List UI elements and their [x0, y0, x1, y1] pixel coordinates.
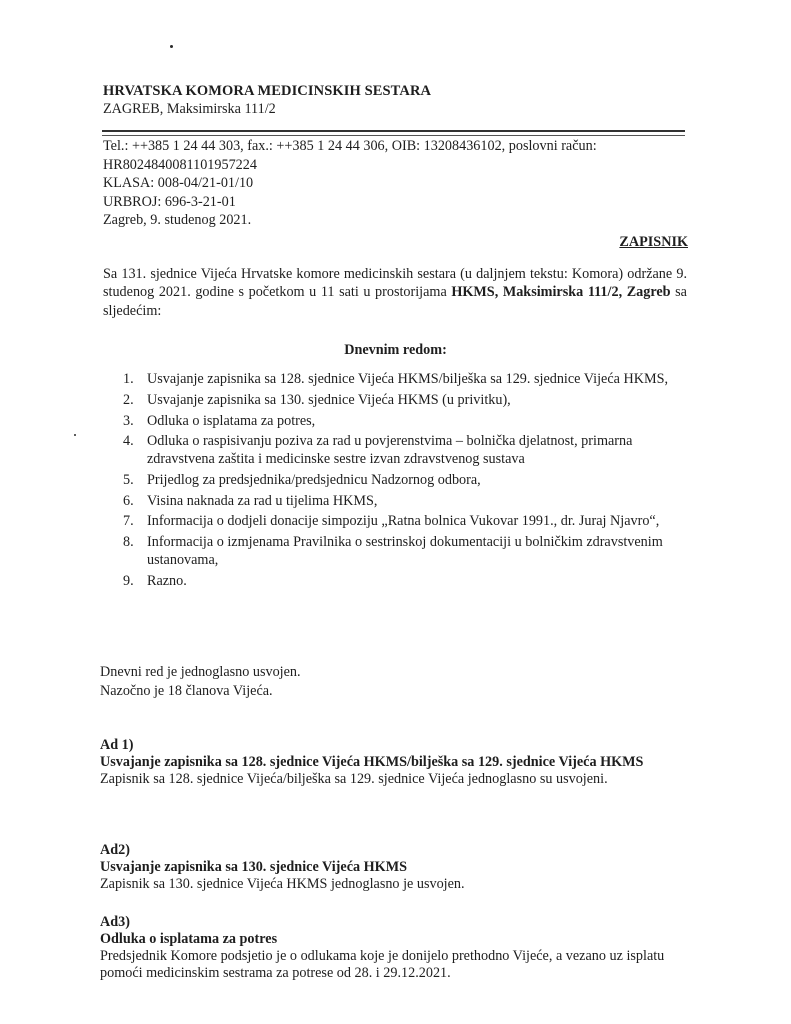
section-body: Predsjednik Komore podsjetio je o odlukama koje je donijelo prethodno Vijeće, a vezano uz isplatu pomoći medicinskim sestrama za potrese od 28. i 29.12.2021.: [100, 948, 665, 982]
agenda-item-number: 5.: [123, 471, 134, 488]
document-title: ZAPISNIK: [619, 234, 688, 250]
letterhead: [103, 83, 431, 118]
agenda-item-text: Usvajanje zapisnika sa 130. sjednice Vijeća HKMS (u privitku),: [147, 391, 511, 408]
section-heading: Ad 1): [100, 737, 134, 753]
section-title: Usvajanje zapisnika sa 128. sjednice Vijeća HKMS/bilješka sa 129. sjednice Vijeća HKMS: [100, 754, 644, 771]
organization-address: ZAGREB, Maksimirska 111/2: [103, 101, 276, 118]
agenda-item-number: 7.: [123, 513, 134, 530]
agenda-item-text: Informacija o dodjeli donacije simpoziju „Ratna bolnica Vukovar 1991., dr. Juraj Njavro“,: [147, 513, 660, 530]
agenda-item: [123, 472, 688, 490]
agenda-item-text: Odluka o isplatama za potres,: [147, 412, 316, 429]
agenda-item-text: Usvajanje zapisnika sa 128. sjednice Vijeća HKMS/bilješka sa 129. sjednice Vijeća HKMS,: [147, 371, 669, 387]
section-ad3: [100, 914, 690, 982]
agenda-item: [123, 534, 688, 570]
organization-name: HRVATSKA KOMORA MEDICINSKIH SESTARA: [103, 83, 432, 99]
agenda-item-number: 3.: [123, 412, 134, 429]
contact-phone-fax: Tel.: ++385 1 24 44 303, fax.: ++385 1 24 44 306, OIB: 13208436102, poslovni račun:: [103, 138, 597, 154]
section-body: Zapisnik sa 128. sjednice Vijeća/bilješka sa 129. sjednice Vijeća jednoglasno su usvojeni.: [100, 771, 608, 788]
agenda-item: [123, 371, 688, 389]
scan-speck: [74, 434, 76, 436]
intro-location: HKMS, Maksimirska 111/2, Zagreb: [451, 284, 671, 301]
agenda-item-text: Informacija o izmjenama Pravilnika o sestrinskoj dokumentaciji u bolničkim zdravstvenim ustanovama,: [147, 534, 663, 568]
document-date: Zagreb, 9. studenog 2021.: [103, 212, 252, 228]
agenda-item: [123, 573, 688, 591]
agenda-item-text: Prijedlog za predsjednika/predsjednicu Nadzornog odbora,: [147, 471, 481, 488]
agenda-list: [123, 371, 688, 593]
section-ad1: [100, 737, 690, 788]
scan-speck: [170, 45, 173, 48]
agenda-item-number: 9.: [123, 572, 134, 589]
agenda-item: [123, 513, 688, 531]
section-title: Usvajanje zapisnika sa 130. sjednice Vijeća HKMS: [100, 859, 407, 876]
agenda-adopted-note: Dnevni red je jednoglasno usvojen.: [100, 664, 301, 680]
section-body: Zapisnik sa 130. sjednice Vijeća HKMS jednoglasno je usvojen.: [100, 876, 465, 893]
section-title: Odluka o isplatama za potres: [100, 931, 278, 948]
contact-account: HR8024840081101957224: [103, 156, 257, 173]
agenda-summary: [100, 663, 301, 701]
urbroj: URBROJ: 696-3-21-01: [103, 193, 236, 210]
contact-block: [103, 138, 683, 231]
agenda-item-number: 6.: [123, 492, 134, 509]
agenda-item: [123, 413, 688, 431]
agenda-item-text: Visina naknada za rad u tijelima HKMS,: [147, 492, 378, 509]
intro-paragraph: [103, 265, 687, 320]
klasa: KLASA: 008-04/21-01/10: [103, 175, 254, 191]
agenda-item-number: 2.: [123, 391, 134, 408]
agenda-item: [123, 433, 688, 469]
agenda-item: [123, 392, 688, 410]
attendance-note: Nazočno je 18 članova Vijeća.: [100, 683, 273, 700]
section-heading: Ad2): [100, 842, 130, 858]
intro-text-start: Sa 131. sjednice Vijeća Hrvatske komore medicinskih sestara (u daljnjem tekstu: Komora) održane 9. studenog 2021. godine s početkom u 11 sati u prostorijama: [103, 266, 687, 301]
agenda-title: Dnevnim redom:: [344, 342, 447, 358]
section-ad2: [100, 842, 690, 893]
section-heading: Ad3): [100, 914, 130, 930]
agenda-item-number: 4.: [123, 433, 134, 450]
agenda-item-text: Razno.: [147, 572, 187, 589]
header-divider: [102, 130, 685, 136]
intro-text-end: sa sljedećim:: [103, 284, 687, 319]
agenda-item: [123, 493, 688, 511]
agenda-item-number: 1.: [123, 371, 134, 387]
agenda-item-number: 8.: [123, 534, 134, 550]
agenda-item-text: Odluka o raspisivanju poziva za rad u povjerenstvima – bolnička djelatnost, primarna zdravstvena zaštita i medicinske sestre izvan zdravstvenog sustava: [147, 433, 633, 467]
